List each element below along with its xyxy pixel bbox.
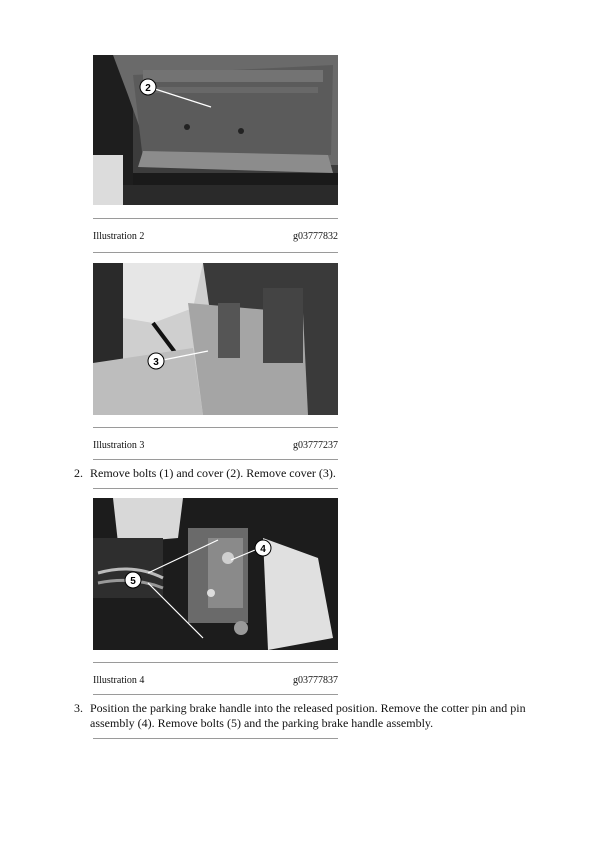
step-text: Remove bolts (1) and cover (2). Remove cover (3).: [90, 466, 336, 480]
rule: [93, 427, 338, 428]
illustration-3-photo: [93, 263, 338, 415]
illustration-code: g03777837: [293, 675, 338, 686]
illustration-4-photo: [93, 498, 338, 650]
illustration-label: Illustration 4: [93, 675, 145, 686]
caption-illustration-4: [93, 675, 338, 687]
callout-3: 3: [153, 357, 159, 368]
caption-illustration-3: [93, 440, 338, 452]
callout-5: 5: [130, 576, 136, 587]
rule: [93, 252, 338, 253]
callout-2: 2: [145, 83, 151, 94]
illustration-code: g03777832: [293, 231, 338, 242]
rule: [93, 488, 338, 489]
callout-4: 4: [260, 544, 266, 555]
rule: [93, 738, 338, 739]
illustration-label: Illustration 2: [93, 231, 145, 242]
rule: [93, 694, 338, 695]
rule: [93, 218, 338, 219]
illustration-2-photo: [93, 55, 338, 205]
step-number: 3.: [74, 701, 83, 715]
rule: [93, 662, 338, 663]
caption-illustration-2: [93, 231, 338, 243]
rule: [93, 459, 338, 460]
step-number: 2.: [74, 466, 83, 480]
illustration-label: Illustration 3: [93, 440, 145, 451]
illustration-code: g03777237: [293, 440, 338, 451]
step-text: Position the parking brake handle into the released position. Remove the cotter pin and pin assembly (4). Remove bolts (5) and the parking brake handle assembly.: [90, 701, 526, 730]
